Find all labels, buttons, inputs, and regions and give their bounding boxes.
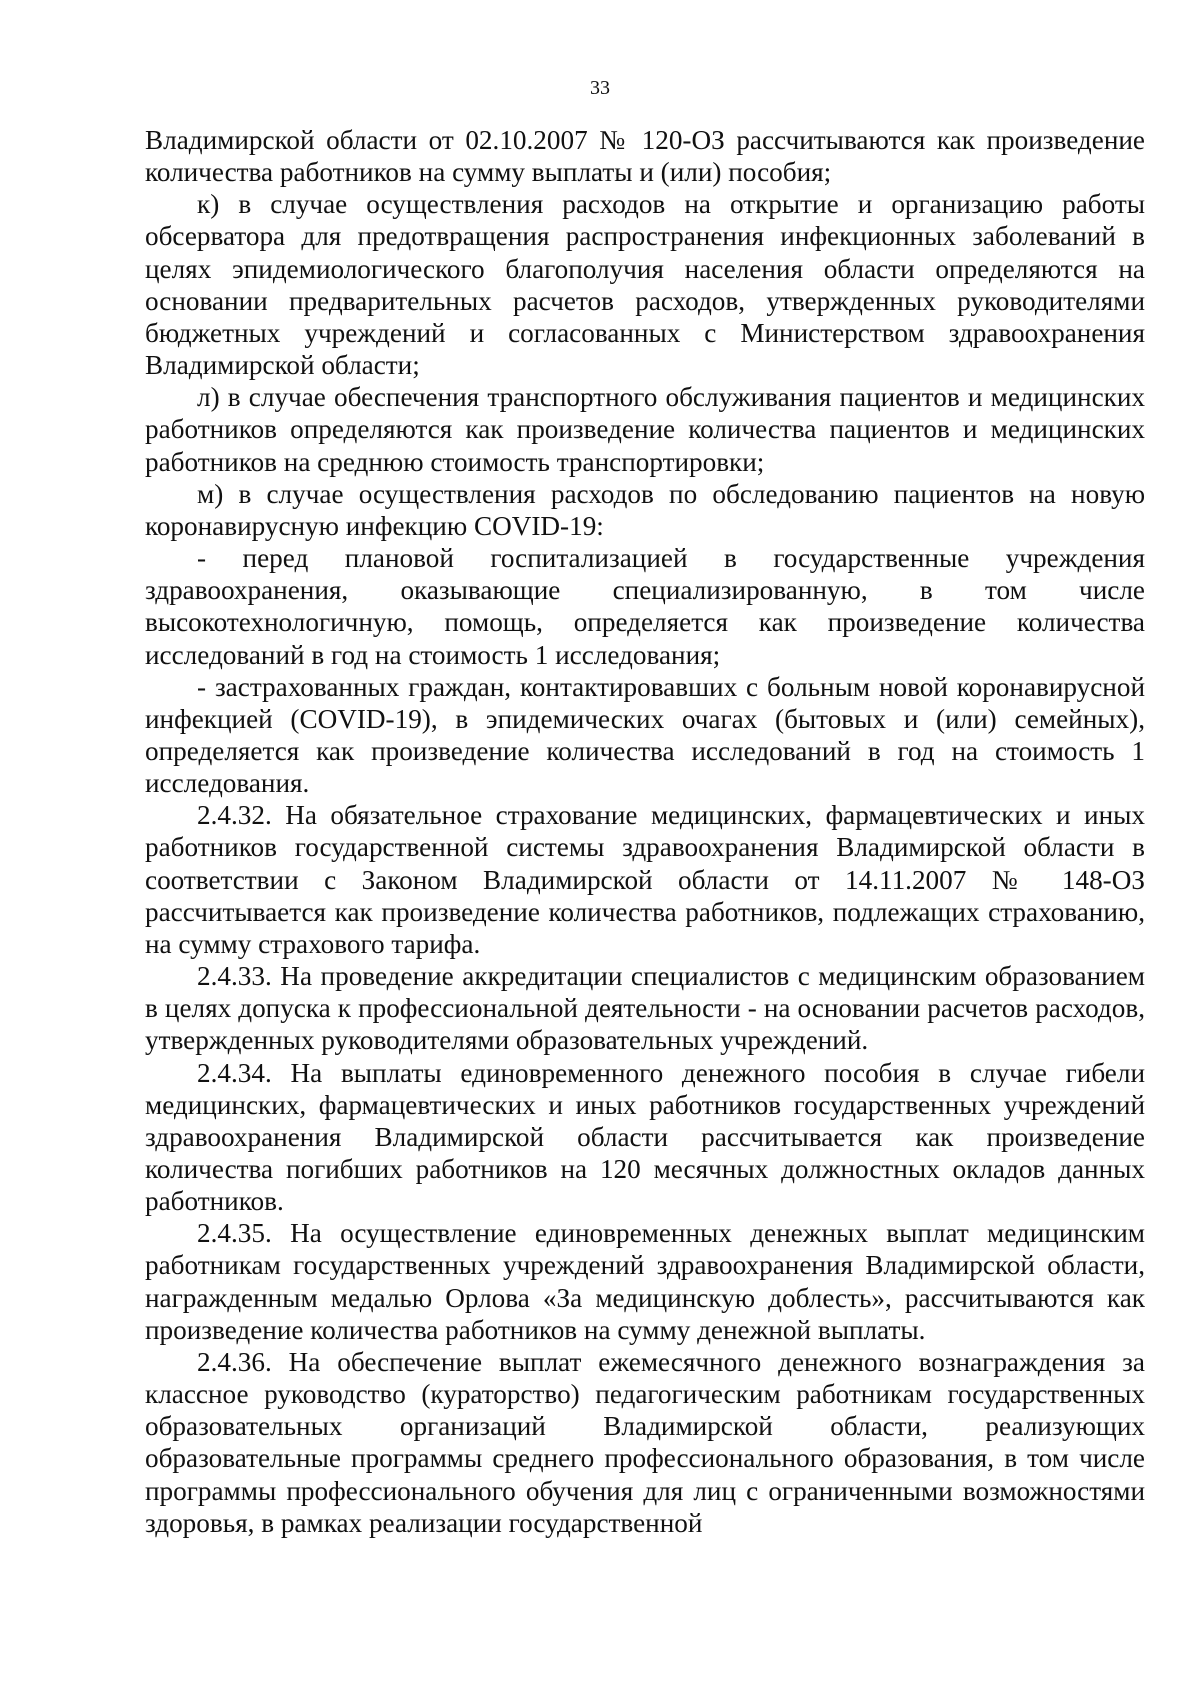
page-number: 33 <box>590 77 610 99</box>
paragraph-2-4-32: 2.4.32. На обязательное страхование медицинских, фармацевтических и иных работников государственной системы здравоохранения Владимирской области в соответствии с Законом Владимирской области от 14.11.2007 № 148-ОЗ рассчитывается как произведение количества работников, подлежащих страхованию, на сумму страхового тарифа. <box>145 800 1145 959</box>
paragraph-2-4-34: 2.4.34. На выплаты единовременного денежного пособия в случае гибели медицинских, фармацевтических и иных работников государственных учреждений здравоохранения Владимирской области рассчитывается как произведение количества погибших работников на 120 месячных должностных окладов данных работников. <box>145 1057 1145 1217</box>
paragraph-continuation: Владимирской области от 02.10.2007 № 120-ОЗ рассчитываются как произведение количества работников на сумму выплаты и (или) пособия; <box>145 125 1145 188</box>
paragraph-2-4-33: 2.4.33. На проведение аккредитации специалистов с медицинским образованием в целях допуска к профессиональной деятельности - на основании расчетов расходов, утвержденных руководителями образовательных учреждений. <box>145 961 1145 1056</box>
paragraph-2-4-35: 2.4.35. На осуществление единовременных денежных выплат медицинским работникам государственных учреждений здравоохранения Владимирской области, награжденным медалью Орлова «За медицинскую доблесть», рассчитываются как произведение количества работников на сумму денежной выплаты. <box>145 1218 1145 1345</box>
paragraph-dash-item-1: - перед плановой госпитализацией в государственные учреждения здравоохранения, оказывающие специализированную, в том числе высокотехнологичную, помощь, определяется как произведение количества исследований в год на стоимость 1 исследования; <box>145 543 1145 670</box>
paragraph-dash-item-2: - застрахованных граждан, контактировавших с больным новой коронавирусной инфекцией (COVID-19), в эпидемических очагах (бытовых и (или) семейных), определяется как произведение количества исследований в год на стоимость 1 исследования. <box>145 671 1145 799</box>
paragraph-item-l: л) в случае обеспечения транспортного обслуживания пациентов и медицинских работников определяются как произведение количества пациентов и медицинских работников на среднюю стоимость транспортировки; <box>145 382 1145 477</box>
paragraph-2-4-36: 2.4.36. На обеспечение выплат ежемесячного денежного вознаграждения за классное руководство (кураторство) педагогическим работникам государственных образовательных организаций Владимирской области, реализующих образовательные программы среднего профессионального образования, в том числе программы профессионального обучения для лиц с ограниченными возможностями здоровья, в рамках реализации государственной <box>145 1346 1145 1538</box>
paragraph-item-k: к) в случае осуществления расходов на открытие и организацию работы обсерватора для предотвращения распространения инфекционных заболеваний в целях эпидемиологического благополучия населения области определяются на основании предварительных расчетов расходов, утвержденных руководителями бюджетных учреждений и согласованных с Министерством здравоохранения Владимирской области; <box>145 189 1145 381</box>
document-body <box>145 124 1145 1539</box>
paragraph-item-m: м) в случае осуществления расходов по обследованию пациентов на новую коронавирусную инфекцию COVID-19: <box>145 478 1145 541</box>
